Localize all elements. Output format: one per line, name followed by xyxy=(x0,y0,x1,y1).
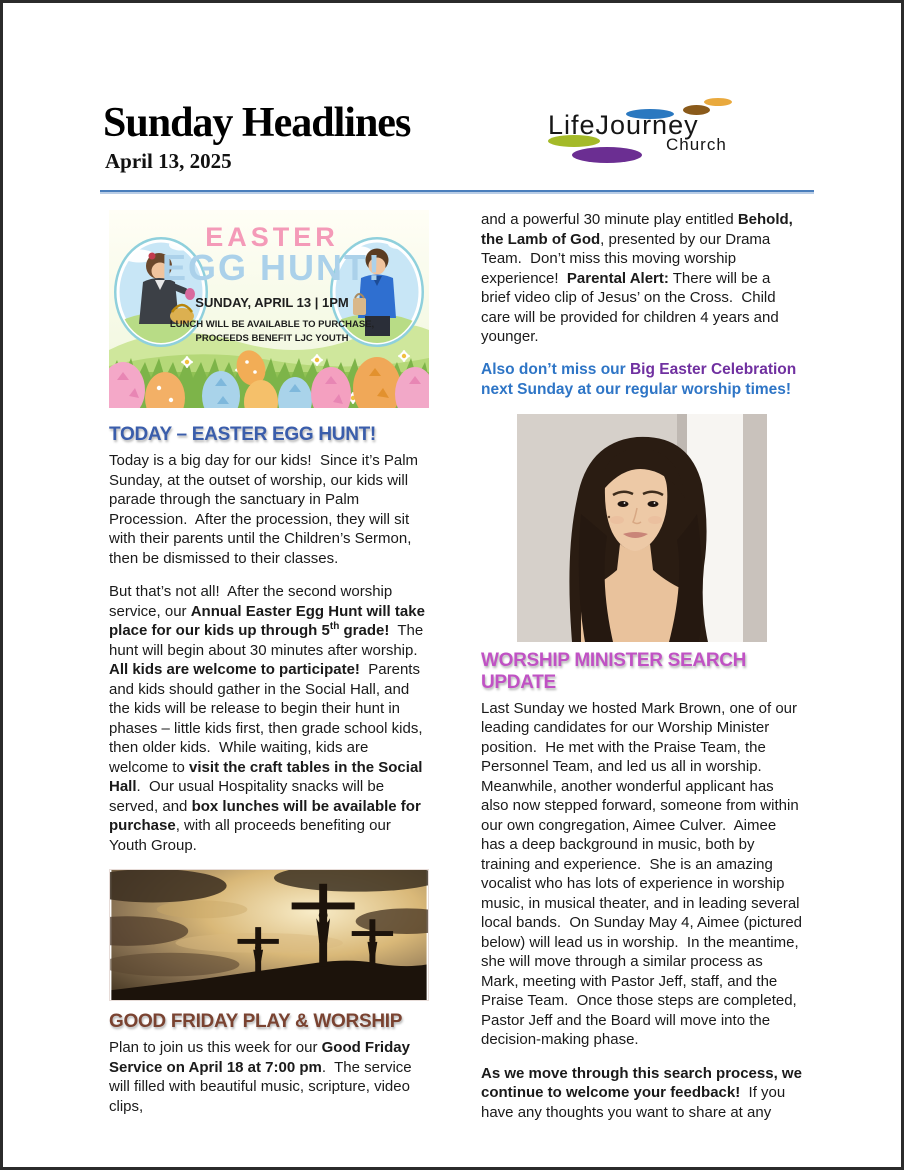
feedback-paragraph: As we move through this search process, we continue to welcome your feedback! If you have any thoughts you want to share at any xyxy=(481,1064,807,1121)
good-friday-paragraph: Plan to join us this week for our Good Friday Service on April 18 at 7:00 pm. The service will filled with beautiful music, scripture, video clips, xyxy=(109,1039,416,1115)
worship-minister-paragraph: Last Sunday we hosted Mark Brown, one of our leading candidates for our Worship Minister position. He met with the Praise Team, the Personnel Team, and led us all in worship. Meanwhile, another wonderful applicant has also now stepped forward, someone from within our own congregation, Aimee Culver. Aimee has a deep background in music, both by training and experience. She is an amazing vocalist who has lots of experience in worship music, in musical theater, and in leading several local bands. On Sunday May 4, Aimee (pictured below) will lead us in worship. In the meantime, she will move through a similar process as Mark, meeting with Pastor Jeff, staff, and the Praise Team. Once those steps are completed, Pastor Jeff and the Board will move into the decision-making phase. xyxy=(481,699,807,1048)
aimee-culver-photo xyxy=(517,414,767,642)
good-friday-crosses-photo xyxy=(109,869,429,1001)
egg-hunt-details-paragraph: But that’s not all! After the second worship service, our Annual Easter Egg Hunt will take place for our kids up through 5th grade! The hunt will begin about 30 minutes after worship. All kids are welcome to participate! Parents and kids should gather in the Social Hall, and the kids will be release to begin their hunt in phases – little kids first, then grade school kids, then older kids. While waiting, kids are welcome to visit the craft tables in the Social Hall. Our usual Hospitality snacks will be served, and box lunches will be available for purchase, with all proceeds benefiting our Youth Group. xyxy=(109,583,430,854)
flyer-title-line1: EASTER xyxy=(205,222,339,252)
newsletter-title: Sunday Headlines xyxy=(103,100,411,146)
flyer-title-line2: EGG HUNT! xyxy=(162,247,382,288)
easter-egg-hunt-flyer-image xyxy=(109,210,429,408)
logo-ellipse-purple-icon xyxy=(572,147,642,163)
logo-text-church: Church xyxy=(666,135,727,154)
easter-celebration-promo: Also don’t miss our Big Easter Celebration next Sunday at our regular worship times! xyxy=(481,360,801,398)
good-friday-continuation-paragraph: and a powerful 30 minute play entitled Behold, the Lamb of God, presented by our Drama Team. Don’t miss this moving worship experience! Parental Alert: There will be a brief video clip of Jesus’ on the Cross. Child care will be provided for children 4 years and younger. xyxy=(481,211,798,345)
church-logo xyxy=(546,95,756,177)
logo-text-lifejourney: LifeJourney xyxy=(548,110,699,140)
flyer-note-line1: LUNCH WILL BE AVAILABLE TO PURCHASE, xyxy=(169,319,375,330)
left-column xyxy=(109,210,429,1116)
newsletter-date: April 13, 2025 xyxy=(105,149,232,173)
flyer-note-line2: PROCEEDS BENEFIT LJC YOUTH xyxy=(195,333,349,344)
egg-hunt-intro-paragraph: Today is a big day for our kids! Since it’s Palm Sunday, at the outset of worship, our kids will parade through the sanctuary in Palm Procession. After the procession, they will sit with their parents until the Children’s Sermon, then be dismissed to their classes. xyxy=(109,452,423,567)
section-heading-worship-minister: WORSHIP MINISTER SEARCH UPDATE xyxy=(481,649,747,693)
right-column xyxy=(481,210,807,1122)
section-heading-egg-hunt: TODAY – EASTER EGG HUNT! xyxy=(109,424,376,445)
section-heading-good-friday: GOOD FRIDAY PLAY & WORSHIP xyxy=(109,1011,403,1032)
logo-ellipse-amber-icon xyxy=(704,98,732,106)
flyer-datetime: SUNDAY, APRIL 13 | 1PM xyxy=(195,295,349,310)
header-divider xyxy=(100,190,814,194)
